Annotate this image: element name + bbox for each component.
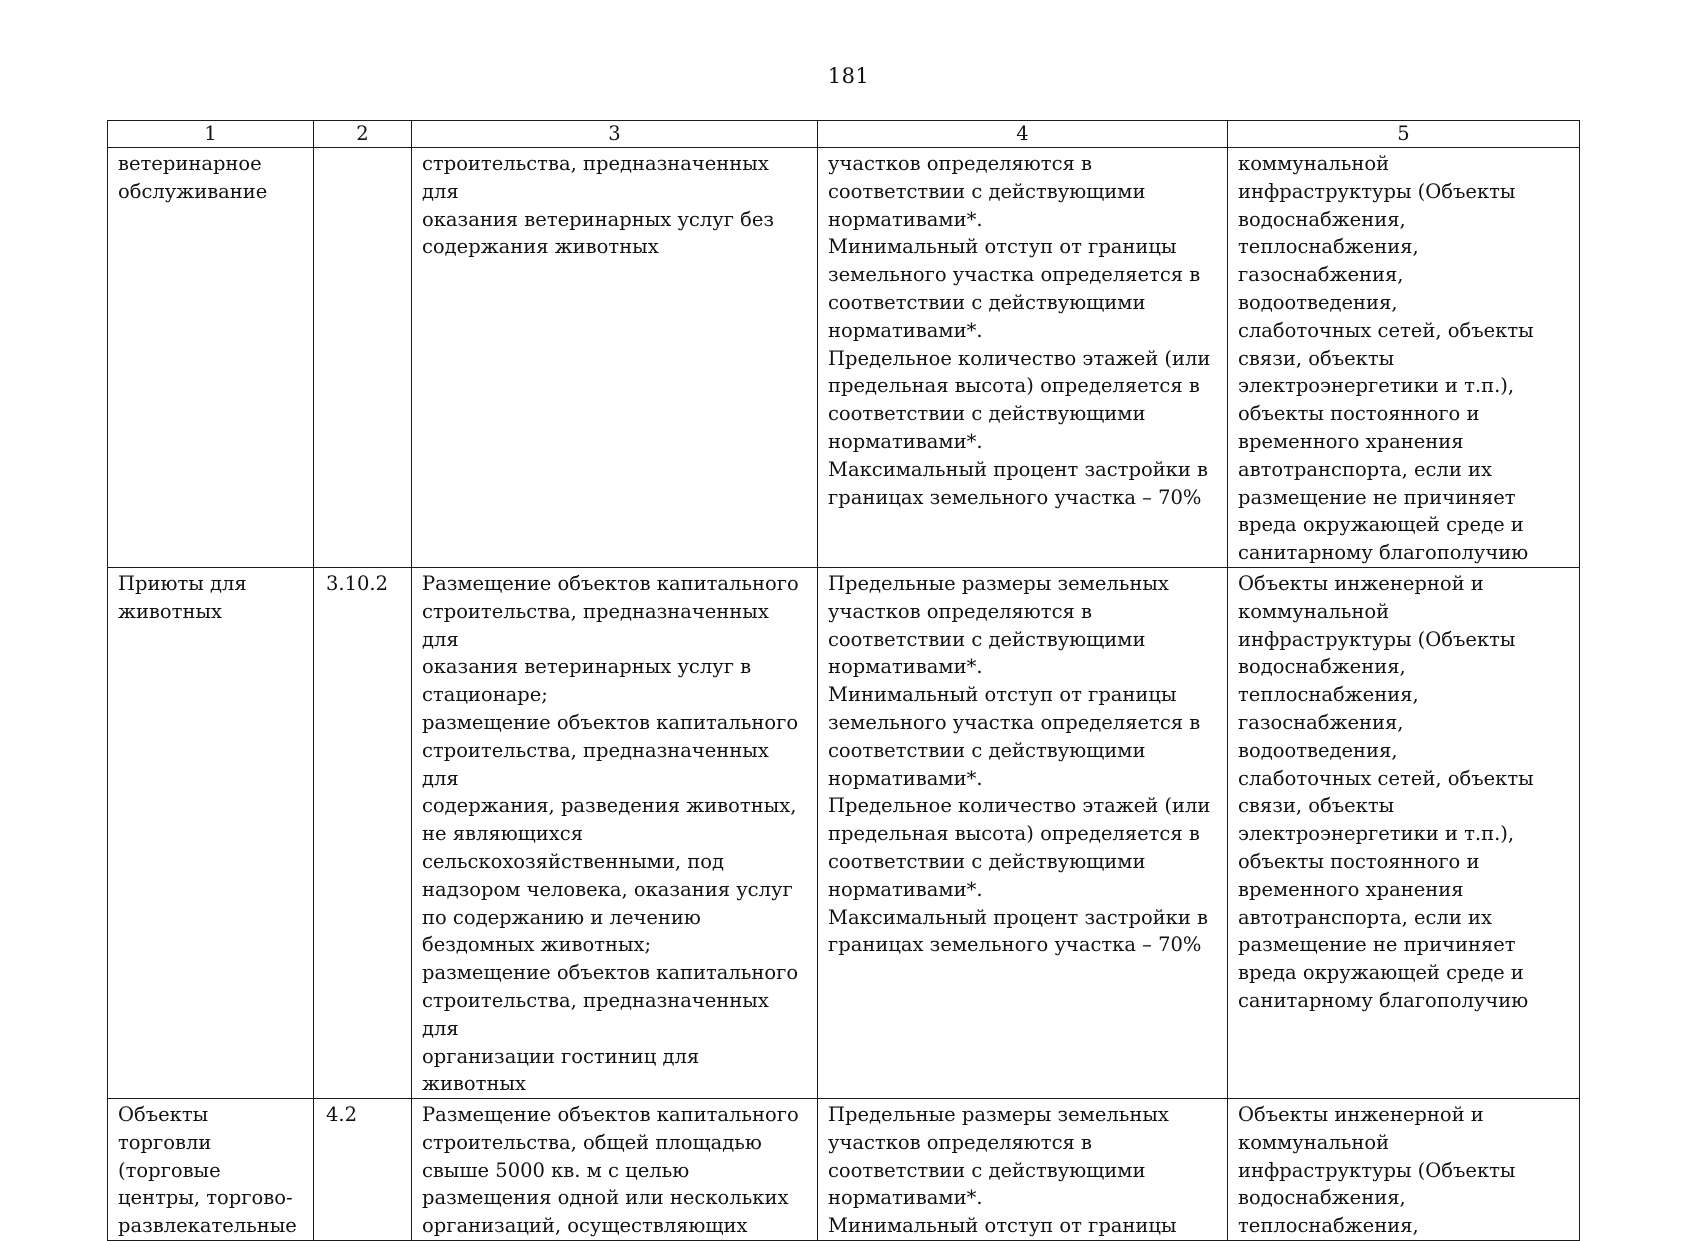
header-cell-5: 5 (1228, 121, 1580, 148)
building-parameters: участков определяются в соответствии с действующими нормативами*. Минимальный отступ от границы земельного участка определяется в соответствии с действующими нормативами*. Предельное количество этажей (или предельная высота) определяется в соответствии с действующими нормативами*. Максимальный процент застройки в границах земельного участка – 70% (818, 148, 1228, 568)
header-cell-2: 2 (314, 121, 412, 148)
table-row (108, 567, 1580, 1098)
page-number: 181 (827, 64, 870, 88)
land-use-table (107, 120, 1580, 1241)
auxiliary-uses: Объекты инженерной и коммунальной инфраструктуры (Объекты водоснабжения, теплоснабжения, газоснабжения, водоотведения, слаботочных сетей, объекты связи, объекты электроэнергетики и т.п.), объекты постоянного и временного хранения автотранспорта, если их размещение не причиняет вреда окружающей среде и санитарному благополучию (1228, 567, 1580, 1098)
header-cell-3: 3 (412, 121, 818, 148)
use-type-description: Размещение объектов капитального строительства, общей площадью свыше 5000 кв. м с целью размещения одной или нескольких организаций, осуществляющих (412, 1099, 818, 1241)
use-type-description: Размещение объектов капитального строительства, предназначенных для оказания ветеринарных услуг в стационаре; размещение объектов капитального строительства, предназначенных для содержания, разведения животных, не являющихся сельскохозяйственными, под надзором человека, оказания услуг по содержанию и лечению бездомных животных; размещение объектов капитального строительства, предназначенных для организации гостиниц для животных (412, 567, 818, 1098)
table-header-row (108, 121, 1580, 148)
table-row (108, 1099, 1580, 1241)
use-type-name: ветеринарное обслуживание (108, 148, 314, 568)
use-type-name: Приюты для животных (108, 567, 314, 1098)
use-type-code: 3.10.2 (314, 567, 412, 1098)
header-cell-1: 1 (108, 121, 314, 148)
auxiliary-uses: коммунальной инфраструктуры (Объекты водоснабжения, теплоснабжения, газоснабжения, водоотведения, слаботочных сетей, объекты связи, объекты электроэнергетики и т.п.), объекты постоянного и временного хранения автотранспорта, если их размещение не причиняет вреда окружающей среде и санитарному благополучию (1228, 148, 1580, 568)
auxiliary-uses: Объекты инженерной и коммунальной инфраструктуры (Объекты водоснабжения, теплоснабжения, (1228, 1099, 1580, 1241)
use-type-code: 4.2 (314, 1099, 412, 1241)
building-parameters: Предельные размеры земельных участков определяются в соответствии с действующими нормативами*. Минимальный отступ от границы земельного участка определяется в соответствии с действующими нормативами*. Предельное количество этажей (или предельная высота) определяется в соответствии с действующими нормативами*. Максимальный процент застройки в границах земельного участка – 70% (818, 567, 1228, 1098)
header-cell-4: 4 (818, 121, 1228, 148)
building-parameters: Предельные размеры земельных участков определяются в соответствии с действующими нормативами*. Минимальный отступ от границы (818, 1099, 1228, 1241)
use-type-code (314, 148, 412, 568)
use-type-name: Объекты торговли (торговые центры, торгово- развлекательные (108, 1099, 314, 1241)
table-row (108, 148, 1580, 568)
use-type-description: строительства, предназначенных для оказания ветеринарных услуг без содержания животных (412, 148, 818, 568)
